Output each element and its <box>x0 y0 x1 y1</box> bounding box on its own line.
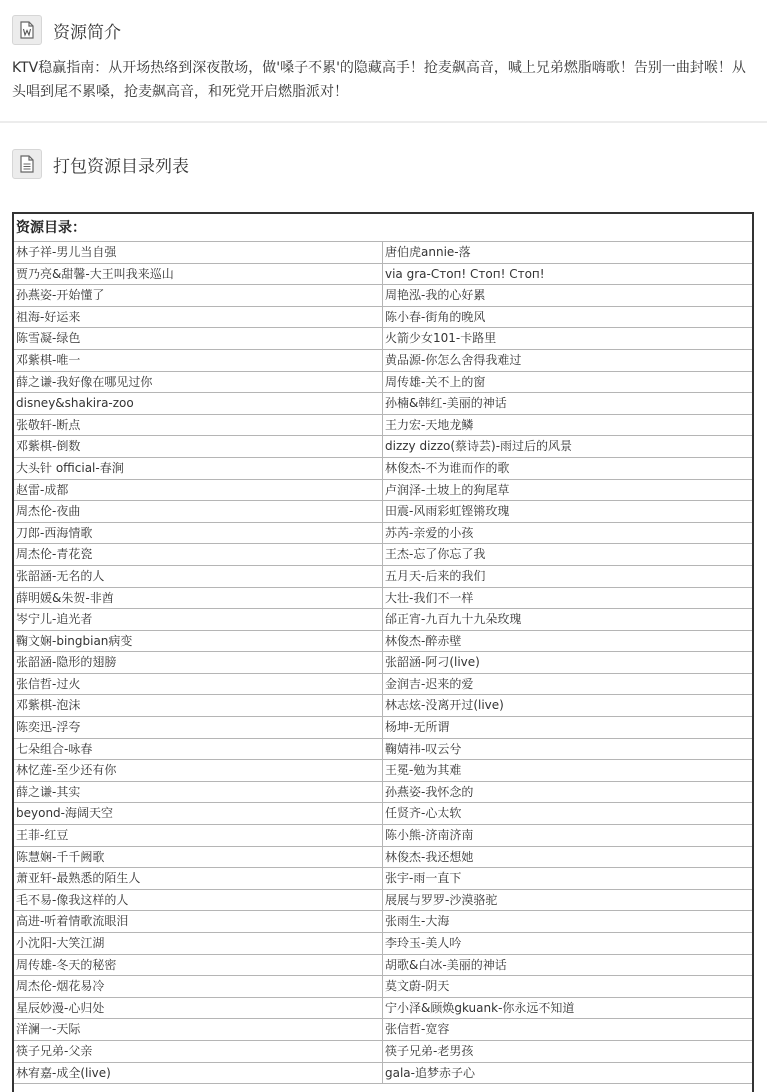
table-row <box>14 264 752 286</box>
song-cell-right: 田震-风雨彩虹铿锵玫瑰 <box>385 504 510 519</box>
song-cell-right: 林俊杰-不为谁而作的歌 <box>385 460 510 475</box>
table-row <box>14 739 752 761</box>
song-cell-right: 鞠婧祎-叹云兮 <box>385 741 462 756</box>
song-cell-right: 张雨生-大海 <box>385 914 450 929</box>
song-cell-right: 杨坤-无所谓 <box>385 720 450 735</box>
song-cell-left: 筷子兄弟-父亲 <box>14 1041 383 1062</box>
song-cell-left: 周传雄-冬天的秘密 <box>14 955 383 976</box>
song-cell-left: 赵雷-成都 <box>14 480 383 501</box>
song-cell-right: gala-追梦赤子心 <box>385 1065 475 1080</box>
song-cell-left: 陈慧娴-千千阙歌 <box>14 847 383 868</box>
song-cell-right: 苏芮-亲爱的小孩 <box>385 525 474 540</box>
song-cell-left: 刀郎-西海情歌 <box>14 523 383 544</box>
song-cell-right: 陈小熊-济南济南 <box>385 828 474 843</box>
song-cell-right: 孙燕姿-我怀念的 <box>385 784 474 799</box>
table-row <box>14 631 752 653</box>
song-cell-right: 王冕-勉为其难 <box>385 763 462 778</box>
song-cell-left: 邓紫棋-泡沫 <box>14 695 383 716</box>
table-row <box>14 609 752 631</box>
song-cell-left: 高进-听着情歌流眼泪 <box>14 911 383 932</box>
table-row <box>14 998 752 1020</box>
table-row <box>14 955 752 977</box>
table-row <box>14 760 752 782</box>
song-cell-right: 张宇-雨一直下 <box>385 871 462 886</box>
table-row <box>14 976 752 998</box>
table-row <box>14 501 752 523</box>
table-row <box>14 544 752 566</box>
table-row <box>14 868 752 890</box>
song-cell-left: 张韶涵-无名的人 <box>14 566 383 587</box>
song-cell-right: via gra-Стоп! Стоп! Стоп! <box>385 266 545 281</box>
song-cell-right: 王杰-忘了你忘了我 <box>385 547 486 562</box>
song-cell-left: 周杰伦-烟花易冷 <box>14 976 383 997</box>
song-cell-right: 陈小春-街角的晚风 <box>385 309 486 324</box>
song-cell-left: 张韶涵-隐形的翅膀 <box>14 652 383 673</box>
song-cell-left: 孙燕姿-开始懂了 <box>14 285 383 306</box>
table-row <box>14 242 752 264</box>
song-cell-left: 贾乃亮&甜馨-大王叫我来巡山 <box>14 264 383 285</box>
song-cell-left: 张信哲-过火 <box>14 674 383 695</box>
song-cell-left: 薛之谦-我好像在哪见过你 <box>14 372 383 393</box>
song-cell-left: 周杰伦-夜曲 <box>14 501 383 522</box>
song-cell-right: 邰正宵-九百九十九朵玫瑰 <box>385 612 522 627</box>
song-cell-left: beyond-海阔天空 <box>14 803 383 824</box>
table-row <box>14 458 752 480</box>
table-row <box>14 372 752 394</box>
intro-text: KTV稳赢指南：从开场热络到深夜散场，做'嗓子不累'的隐藏高手！抢麦飙高音，喊上兄弟燃脂嗨歌！告别一曲封喉！从头唱到尾不累嗓，抢麦飙高音，和死党开启燃脂派对！ <box>12 60 746 100</box>
table-row <box>14 588 752 610</box>
song-cell-right: 林俊杰-我还想她 <box>385 849 474 864</box>
song-cell-right: 林俊杰-醉赤壁 <box>385 633 462 648</box>
document-list-icon <box>12 149 42 179</box>
catalog-title: 打包资源目录列表 <box>53 156 189 177</box>
table-row <box>14 393 752 415</box>
intro-title: 资源简介 <box>53 22 121 43</box>
song-cell-right: 周艳泓-我的心好累 <box>385 288 486 303</box>
song-cell-right: 卢润泽-土坡上的狗尾草 <box>385 482 510 497</box>
song-cell-left: 鞠文娴-bingbian病变 <box>14 631 383 652</box>
song-cell-left: 陈雪凝-绿色 <box>14 328 383 349</box>
song-cell-right: 火箭少女101-卡路里 <box>385 331 497 346</box>
song-cell-right: 张信哲-宽容 <box>385 1022 450 1037</box>
song-cell-right: 林志炫-没离开过(live) <box>385 698 504 713</box>
table-row <box>14 803 752 825</box>
table-row <box>14 825 752 847</box>
song-cell-right: 筷子兄弟-老男孩 <box>385 1043 474 1058</box>
resource-list-rows <box>14 242 752 1084</box>
song-cell-left: disney&shakira-zoo <box>14 393 383 414</box>
table-row <box>14 285 752 307</box>
table-row <box>14 890 752 912</box>
song-cell-right: 胡歌&白冰-美丽的神话 <box>385 957 507 972</box>
table-row <box>14 523 752 545</box>
table-row <box>14 1019 752 1041</box>
song-cell-left: 小沈阳-大笑江湖 <box>14 933 383 954</box>
resource-list-title: 资源目录： <box>14 214 752 242</box>
song-cell-left: 周杰伦-青花瓷 <box>14 544 383 565</box>
song-cell-left: 毛不易-像我这样的人 <box>14 890 383 911</box>
song-cell-left: 萧亚轩-最熟悉的陌生人 <box>14 868 383 889</box>
song-cell-left: 薛之谦-其实 <box>14 782 383 803</box>
song-cell-left: 林忆莲-至少还有你 <box>14 760 383 781</box>
table-row <box>14 1063 752 1085</box>
section-divider <box>0 121 767 123</box>
song-cell-right: 五月天-后来的我们 <box>385 568 486 583</box>
table-row <box>14 782 752 804</box>
table-row <box>14 350 752 372</box>
song-cell-left: 邓紫棋-倒数 <box>14 436 383 457</box>
song-cell-right: 任贤齐-心太软 <box>385 806 462 821</box>
song-cell-right: 宁小泽&顾焕gkuank-你永远不知道 <box>385 1000 575 1015</box>
table-row <box>14 717 752 739</box>
song-cell-left: 洋澜一-天际 <box>14 1019 383 1040</box>
intro-header <box>12 15 121 45</box>
song-cell-right: 李玲玉-美人吟 <box>385 936 462 950</box>
song-cell-left: 陈奕迅-浮夸 <box>14 717 383 738</box>
song-cell-right: 金润吉-迟来的爱 <box>385 676 474 691</box>
table-row <box>14 847 752 869</box>
song-cell-left: 岑宁儿-追光者 <box>14 609 383 630</box>
song-cell-left: 林子祥-男儿当自强 <box>14 242 383 263</box>
table-row <box>14 328 752 350</box>
table-row <box>14 674 752 696</box>
table-row <box>14 480 752 502</box>
table-row <box>14 911 752 933</box>
catalog-header <box>12 149 189 179</box>
song-cell-right: 孙楠&韩红-美丽的神话 <box>385 396 507 411</box>
song-cell-right: 莫文蔚-阴天 <box>385 979 450 994</box>
table-row <box>14 566 752 588</box>
song-cell-left: 七朵组合-咏春 <box>14 739 383 760</box>
song-cell-right: 周传雄-关不上的窗 <box>385 374 486 389</box>
song-cell-right: 黄品源-你怎么舍得我难过 <box>385 352 522 367</box>
song-cell-left: 薛明媛&朱贺-非酋 <box>14 588 383 609</box>
table-row <box>14 1041 752 1063</box>
song-cell-right: 大壮-我们不一样 <box>385 590 474 605</box>
song-cell-left: 邓紫棋-唯一 <box>14 350 383 371</box>
song-cell-left: 林宥嘉-成全(live) <box>14 1063 383 1084</box>
song-cell-left: 祖海-好运来 <box>14 307 383 328</box>
song-cell-left: 大头针 official-春涧 <box>14 458 383 479</box>
song-cell-left: 张敬轩-断点 <box>14 415 383 436</box>
table-row <box>14 307 752 329</box>
song-cell-left: 星辰妙漫-心归处 <box>14 998 383 1019</box>
table-row <box>14 652 752 674</box>
table-row <box>14 436 752 458</box>
song-cell-right: 王力宏-天地龙鳞 <box>385 417 474 432</box>
table-row <box>14 695 752 717</box>
song-cell-right: 张韶涵-阿刁(live) <box>385 655 480 670</box>
song-cell-right: dizzy dizzo(蔡诗芸)-雨过后的风景 <box>385 439 573 454</box>
song-cell-right: 展展与罗罗-沙漠骆驼 <box>385 892 498 907</box>
resource-list-table <box>12 212 754 1092</box>
table-row <box>14 933 752 955</box>
word-document-icon <box>12 15 42 45</box>
table-row <box>14 415 752 437</box>
song-cell-right: 唐伯虎annie-落 <box>385 245 471 259</box>
song-cell-left: 王菲-红豆 <box>14 825 383 846</box>
